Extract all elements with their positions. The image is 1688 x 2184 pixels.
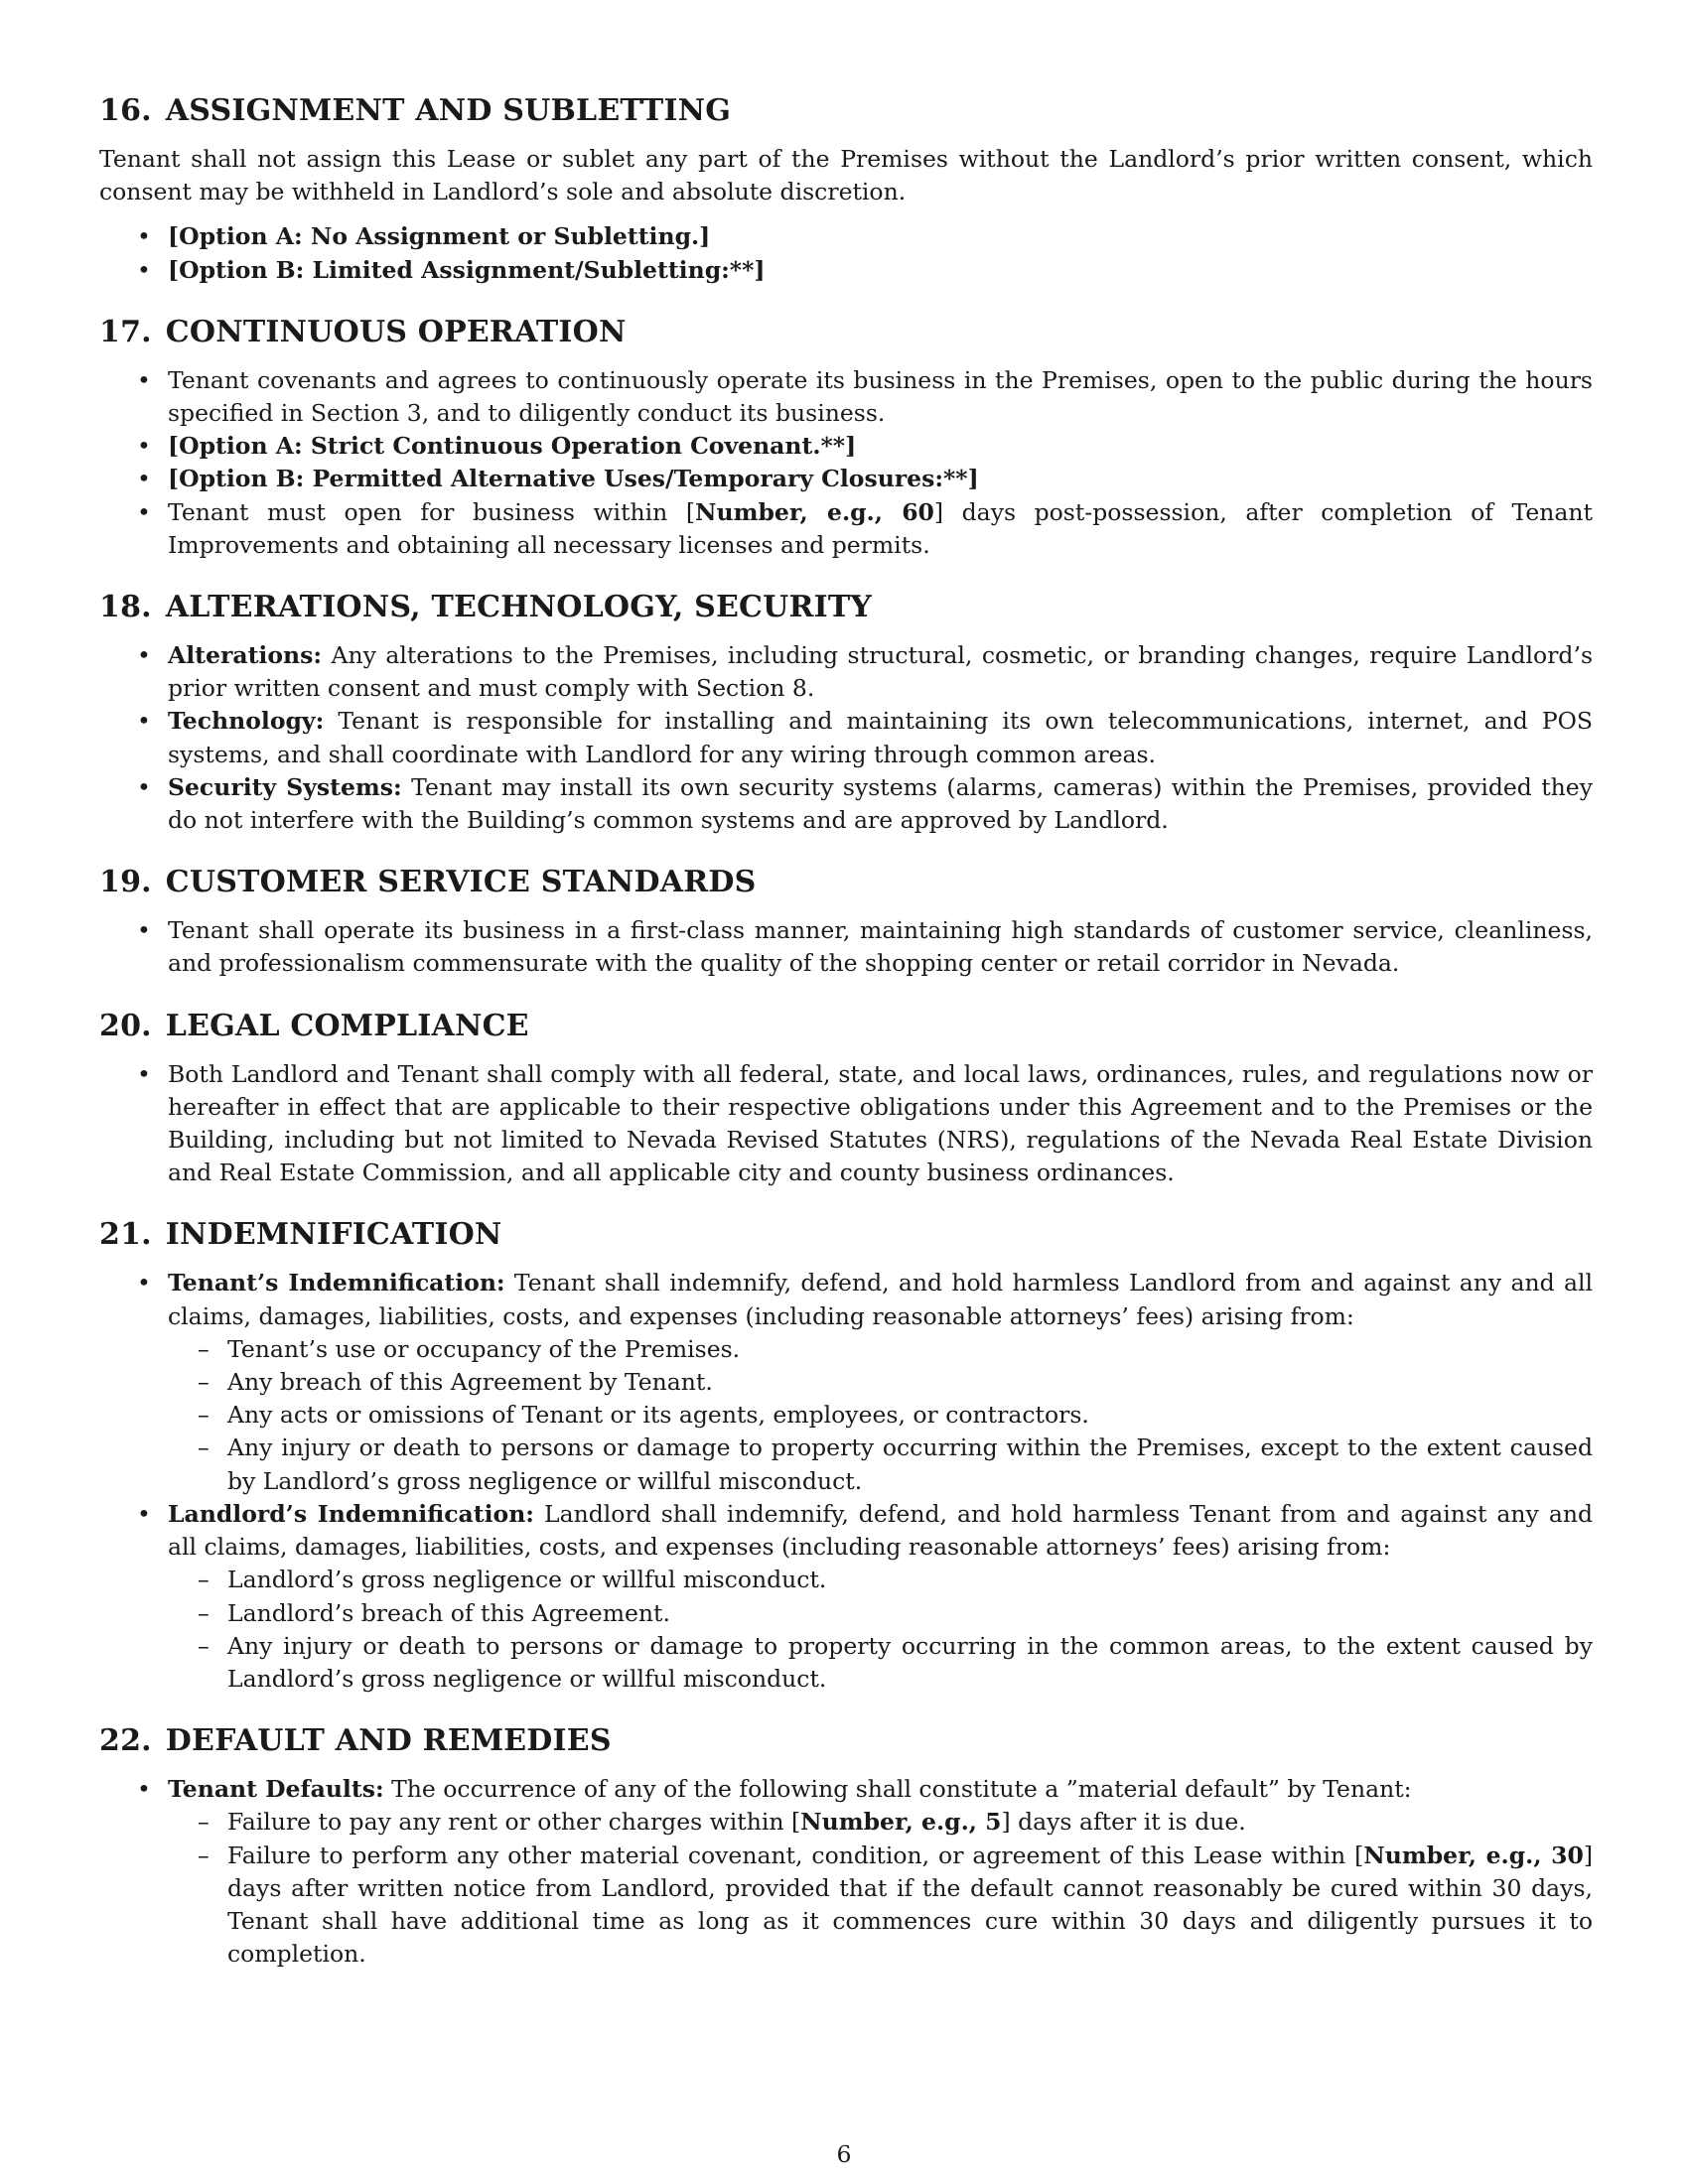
list-item: • Tenant shall operate its business in a first-class manner, maintaining high standards of customer service, cleanliness, and professionalism commensurate with the quality of the shopping center or retail corridor in Nevada. <box>99 914 1593 980</box>
sub-list-item: – Landlord’s breach of this Agreement. <box>168 1597 1593 1630</box>
bullet-list <box>99 1058 1593 1190</box>
document-page <box>99 91 1593 1996</box>
sub-list-item: – Failure to pay any rent or other charges within [Number, e.g., 5] days after it is due. <box>168 1806 1593 1839</box>
bullet-list <box>99 1773 1593 1971</box>
section-title: LEGAL COMPLIANCE <box>165 1008 529 1043</box>
section-number: 20. <box>99 1008 152 1043</box>
list-item: • Tenant’s Indemnification: Tenant shall indemnify, defend, and hold harmless Landlord from and against any and all claims, damages, liabilities, costs, and expenses (including reasonable attorneys’ fees) arising from: – Tenant’s use or occupancy of the Premises. – Any breach of this Agreement by Tenant. – Any acts or omissions of Tenant or its agents, employees, or contractors. – Any injury or death to persons or damage to property occurring within the Premises, except to the extent caused by Landlord’s gross negligence or willful misconduct. <box>99 1267 1593 1497</box>
section-heading <box>99 1721 1593 1761</box>
sub-list-item: – Any breach of this Agreement by Tenant. <box>168 1366 1593 1399</box>
section-number: 22. <box>99 1723 152 1759</box>
section-number: 17. <box>99 314 152 349</box>
page-number: 6 <box>836 2140 852 2168</box>
bullet-list <box>99 639 1593 837</box>
list-item: • [Option B: Permitted Alternative Uses/Temporary Closures:**] <box>99 463 1593 495</box>
list-item: • Landlord’s Indemnification: Landlord shall indemnify, defend, and hold harmless Tenant from and against any and all claims, damages, liabilities, costs, and expenses (including reasonable attorneys’ fees) arising from: – Landlord’s gross negligence or willful misconduct. – Landlord’s breach of this Agreement. – Any injury or death to persons or damage to property occurring in the common areas, to the extent caused by Landlord’s gross negligence or willful misconduct. <box>99 1498 1593 1696</box>
section-title: CUSTOMER SERVICE STANDARDS <box>165 865 757 900</box>
sub-list-item: – Landlord’s gross negligence or willful misconduct. <box>168 1564 1593 1596</box>
sub-list-item: – Any injury or death to persons or damage to property occurring in the common areas, to the extent caused by Landlord’s gross negligence or willful misconduct. <box>168 1630 1593 1696</box>
section-number: 16. <box>99 93 152 128</box>
section-intro: Tenant shall not assign this Lease or sublet any part of the Premises without the Landlord’s prior written consent, which consent may be withheld in Landlord’s sole and absolute discretion. <box>99 145 1593 206</box>
section-title: ASSIGNMENT AND SUBLETTING <box>165 93 732 128</box>
sub-list-item: – Any acts or omissions of Tenant or its agents, employees, or contractors. <box>168 1399 1593 1432</box>
section-22 <box>99 1721 1593 1971</box>
sub-list <box>168 1564 1593 1696</box>
list-item: • Alterations: Any alterations to the Premises, including structural, cosmetic, or branding changes, require Landlord’s prior written consent and must comply with Section 8. <box>99 639 1593 705</box>
section-heading <box>99 863 1593 902</box>
sub-list <box>168 1333 1593 1498</box>
section-19 <box>99 863 1593 980</box>
section-16 <box>99 91 1593 287</box>
section-title: INDEMNIFICATION <box>165 1217 502 1253</box>
bullet-list <box>99 364 1593 562</box>
sub-list-item: – Failure to perform any other material covenant, condition, or agreement of this Lease within [Number, e.g., 30] days after written notice from Landlord, provided that if the default cannot reasonably be cured within 30 days, Tenant shall have additional time as long as it commences cure within 30 days and diligently pursues it to completion. <box>168 1840 1593 1972</box>
bullet-list <box>99 220 1593 286</box>
section-heading <box>99 1007 1593 1046</box>
section-18 <box>99 588 1593 837</box>
section-heading <box>99 91 1593 131</box>
list-item: • Tenant covenants and agrees to continuously operate its business in the Premises, open to the public during the hours specified in Section 3, and to diligently conduct its business. <box>99 364 1593 430</box>
bullet-list <box>99 1267 1593 1696</box>
sub-list-item: – Tenant’s use or occupancy of the Premises. <box>168 1333 1593 1366</box>
section-number: 19. <box>99 865 152 900</box>
bullet-list <box>99 914 1593 980</box>
section-heading <box>99 313 1593 352</box>
list-item: • [Option A: Strict Continuous Operation Covenant.**] <box>99 430 1593 463</box>
sub-list-item: – Any injury or death to persons or damage to property occurring within the Premises, except to the extent caused by Landlord’s gross negligence or willful misconduct. <box>168 1432 1593 1497</box>
section-title: ALTERATIONS, TECHNOLOGY, SECURITY <box>165 590 873 625</box>
list-item: • Tenant Defaults: The occurrence of any of the following shall constitute a ”material default” by Tenant: – Failure to pay any rent or other charges within [Number, e.g., 5] days after it is due. – Failure to perform any other material covenant, condition, or agreement of this Lease within [Number, e.g., 30] days after written notice from Landlord, provided that if the default cannot reasonably be cured within 30 days, Tenant shall have additional time as long as it commences cure within 30 days and diligently pursues it to completion. <box>99 1773 1593 1971</box>
list-item: • Both Landlord and Tenant shall comply with all federal, state, and local laws, ordinances, rules, and regulations now or hereafter in effect that are applicable to their respective obligations under this Agreement and to the Premises or the Building, including but not limited to Nevada Revised Statutes (NRS), regulations of the Nevada Real Estate Division and Real Estate Commission, and all applicable city and county business ordinances. <box>99 1058 1593 1190</box>
section-number: 18. <box>99 590 152 625</box>
list-item: • Technology: Tenant is responsible for installing and maintaining its own telecommunications, internet, and POS systems, and shall coordinate with Landlord for any wiring through common areas. <box>99 705 1593 770</box>
section-17 <box>99 313 1593 562</box>
section-title: CONTINUOUS OPERATION <box>165 314 627 349</box>
section-title: DEFAULT AND REMEDIES <box>165 1723 612 1759</box>
section-heading <box>99 1215 1593 1255</box>
list-item: • Tenant must open for business within [Number, e.g., 60] days post-possession, after completion of Tenant Improvements and obtaining all necessary licenses and permits. <box>99 496 1593 562</box>
sub-list <box>168 1806 1593 1971</box>
list-item: • [Option A: No Assignment or Subletting.] <box>99 220 1593 253</box>
section-20 <box>99 1007 1593 1190</box>
section-21 <box>99 1215 1593 1696</box>
list-item: • Security Systems: Tenant may install its own security systems (alarms, cameras) within the Premises, provided they do not interfere with the Building’s common systems and are approved by Landlord. <box>99 771 1593 837</box>
list-item: • [Option B: Limited Assignment/Subletting:**] <box>99 254 1593 287</box>
section-heading <box>99 588 1593 627</box>
section-number: 21. <box>99 1217 152 1253</box>
